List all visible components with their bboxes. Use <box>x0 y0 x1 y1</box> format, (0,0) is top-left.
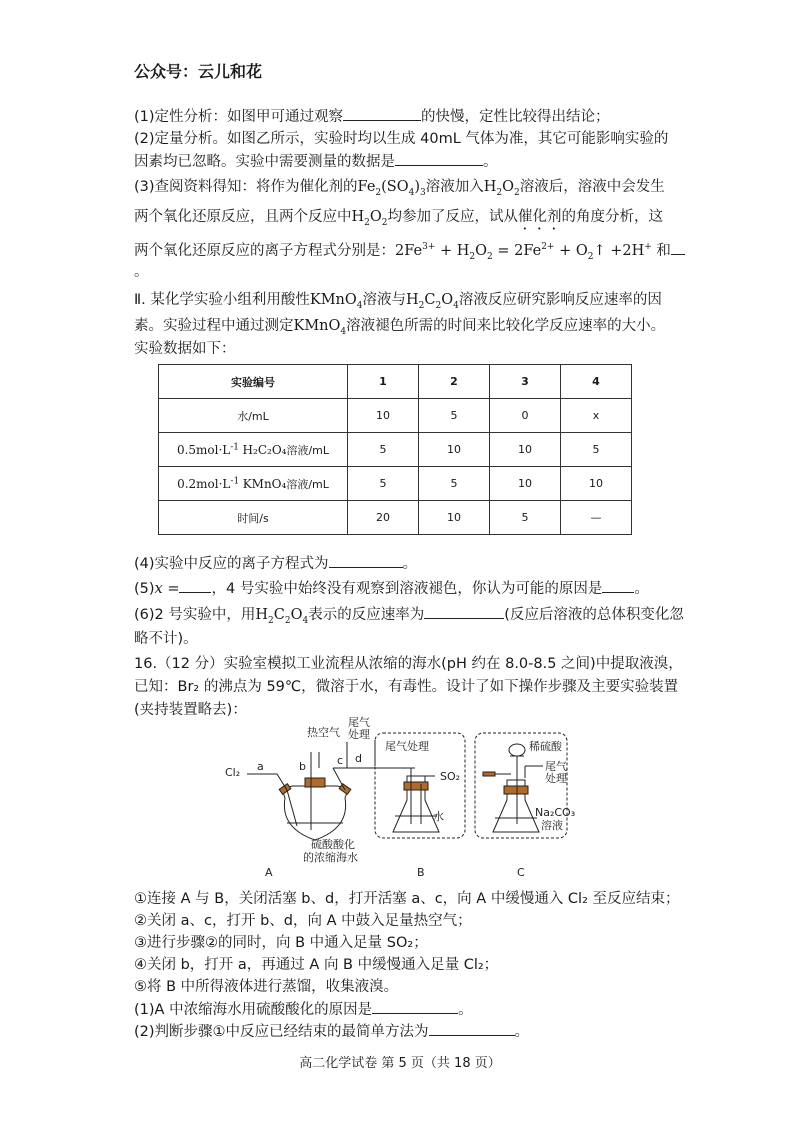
fig-treatment: 处理 <box>348 728 370 741</box>
text: 溶液与 <box>362 292 406 308</box>
table-header-row <box>159 365 632 399</box>
answer-blank[interactable] <box>424 604 504 619</box>
table-row <box>159 399 632 433</box>
part-2-line-c: 实验数据如下： <box>134 341 236 357</box>
text: Ⅱ. 某化学实验小组利用酸性 <box>134 292 310 308</box>
text: (6)2 号实验中，用 <box>134 607 256 623</box>
formula-h2o2: $H_2O_2$ <box>483 179 520 198</box>
label-part: 溶液/mL <box>286 477 329 491</box>
text: 。 <box>483 154 498 170</box>
text: 均参加了反应，试从 <box>387 209 519 225</box>
sub-question-2 <box>134 1021 529 1042</box>
table-cell: 20 <box>348 501 419 535</box>
equation: $2Fe^{3+} + H_2O_2 = 2Fe^{2+}$ + $O_2↑ +2H^+$ <box>395 242 652 262</box>
question-3-line <box>134 177 665 203</box>
formula-h2c2o4: $H_2C_2O_4$ <box>406 292 459 311</box>
table-row <box>159 433 632 467</box>
step-4: ④关闭 b，打开 a，再通过 A 向 B 中缓慢通入足量 Cl₂； <box>134 957 499 973</box>
row-label: 时间/s <box>159 501 348 535</box>
fig-treatment-c: 处理 <box>545 772 567 785</box>
text: 。 <box>514 1024 530 1040</box>
question-2-line-b <box>134 151 498 172</box>
answer-blank[interactable] <box>372 999 458 1014</box>
text: 溶液反应研究影响反应速率的因 <box>458 292 662 308</box>
fig-cl2: Cl₂ <box>225 766 241 779</box>
row-label: 水/mL <box>159 399 348 433</box>
page-footer: 高二化学试卷 第 5 页（共 18 页） <box>299 1056 501 1071</box>
table-row <box>159 467 632 501</box>
row-label: $0.5mol\cdot L^{-1}$ H₂C₂O₄溶液/mL <box>159 433 348 467</box>
step-2: ②关闭 a、c，打开 b、d，向 A 中鼓入足量热空气； <box>134 913 472 929</box>
text: 两个氧化还原反应的离子方程式分别是： <box>134 242 395 259</box>
table-cell: 10 <box>490 467 561 501</box>
text: 的快慢，定性比较得出结论； <box>421 109 610 125</box>
fig-tail-gas: 尾气 <box>348 716 370 729</box>
row-label: $0.2mol\cdot L^{-1}$ KMnO₄溶液/mL <box>159 467 348 501</box>
question-3-line-b <box>134 207 663 233</box>
answer-blank[interactable] <box>602 578 634 593</box>
text: 。 <box>402 556 418 572</box>
text: (1)定性分析：如图甲可通过观察 <box>134 109 344 125</box>
table-cell: 10 <box>490 433 561 467</box>
part-2-line-b <box>134 316 665 342</box>
table-cell: 5 <box>348 467 419 501</box>
question-16-line-c: (夹持装置略去)： <box>134 702 247 718</box>
fig-label-b: B <box>417 866 425 879</box>
experiment-table <box>158 364 632 535</box>
table-cell: 10 <box>419 433 490 467</box>
period: 。 <box>134 264 149 280</box>
step-5: ⑤将 B 中所得液体进行蒸馏，收集液溴。 <box>134 979 399 995</box>
answer-blank[interactable] <box>343 106 421 121</box>
text: 表示的反应速率为 <box>308 607 425 623</box>
question-2-line: (2)定量分析。如图乙所示，实验时均以生成 40mL 气体为准，其它可能影响实验的 <box>134 131 669 147</box>
table-cell: 0 <box>490 399 561 433</box>
apparatus-figure <box>225 716 625 879</box>
table-cell: 5 <box>348 433 419 467</box>
answer-blank[interactable] <box>671 240 685 255</box>
text: 溶液加入 <box>425 179 484 195</box>
page-header: 公众号：云儿和花 <box>134 62 263 81</box>
fig-label-c: C <box>517 866 525 879</box>
fig-valve-d: d <box>355 752 362 765</box>
emphasis-text: 催化剂 <box>518 209 562 225</box>
text: 。 <box>458 1002 473 1018</box>
answer-blank[interactable] <box>395 151 483 166</box>
text: 素。实验过程中通过测定 <box>134 318 294 334</box>
text: (4)实验中反应的离子方程式为 <box>134 556 329 572</box>
label-part: KMnO₄ <box>242 476 287 491</box>
text: (5) <box>134 581 155 597</box>
text: (1)A 中浓缩海水用硫酸酸化的原因是 <box>134 1002 373 1018</box>
fig-acidified-1: 硫酸酸化 <box>311 838 355 851</box>
table-header-cell: 4 <box>561 365 632 399</box>
fig-na2co3: Na₂CO₃ <box>535 806 576 819</box>
table-cell: 5 <box>561 433 632 467</box>
text: 的角度分析，这 <box>561 209 664 225</box>
text: 溶液褪色所需的时间来比较化学反应速率的大小。 <box>346 318 666 334</box>
fig-acidified-2: 的浓缩海水 <box>303 851 358 864</box>
fig-solution: 溶液 <box>541 819 563 832</box>
fig-valve-a: a <box>257 760 264 773</box>
text: ，4 号实验中始终没有观察到溶液褪色，你认为可能的原因是 <box>211 581 603 597</box>
text: (3)查阅资料得知：将作为催化剂的 <box>134 179 358 195</box>
variable-x: x = <box>154 581 180 597</box>
table-header-cell: 1 <box>348 365 419 399</box>
table-header-cell: 3 <box>490 365 561 399</box>
fig-so2: SO₂ <box>440 770 461 783</box>
answer-blank[interactable] <box>429 1021 515 1036</box>
label-part: 0.2mol·L <box>177 476 231 491</box>
formula-kmno4: KMnO$_4$ <box>309 292 363 311</box>
formula-h2o2: $H_2O_2$ <box>351 209 388 228</box>
fig-hot-air: 热空气 <box>307 726 340 739</box>
sub-question-1 <box>134 999 473 1020</box>
table-header-cell: 2 <box>419 365 490 399</box>
text: (2)判断步骤①中反应已经结束的最简单方法为 <box>134 1024 429 1040</box>
question-6-line-b: 略不计)。 <box>134 631 198 647</box>
step-1: ①连接 A 与 B，关闭活塞 b、d，打开活塞 a、c，向 A 中缓慢通入 Cl₂ 至反应结束； <box>134 891 680 907</box>
table-cell: 10 <box>348 399 419 433</box>
text: (反应后溶液的总体积变化忽 <box>504 607 684 623</box>
step-3: ③进行步骤②的同时，向 B 中通入足量 SO₂； <box>134 935 428 951</box>
table-cell: 5 <box>419 467 490 501</box>
text: 两个氧化还原反应，且两个反应中 <box>134 209 352 225</box>
question-16-line-b: 已知：Br₂ 的沸点为 59℃，微溶于水，有毒性。设计了如下操作步骤及主要实验装置 <box>134 679 679 695</box>
fig-tail-gas-c: 尾气 <box>545 760 567 773</box>
table-cell: x <box>561 399 632 433</box>
label-part: H₂C₂O₄ <box>242 442 287 457</box>
table-cell: — <box>561 501 632 535</box>
fig-valve-c: c <box>337 754 344 767</box>
fig-dilute-acid: 稀硫酸 <box>529 740 562 753</box>
answer-blank[interactable] <box>329 553 403 568</box>
part-2-line <box>134 290 662 316</box>
text: 和 <box>656 242 671 259</box>
question-16-line: 16.（12 分）实验室模拟工业流程从浓缩的海水(pH 约在 8.0-8.5 之间)中提取液溴， <box>134 656 683 672</box>
table-cell: 5 <box>490 501 561 535</box>
answer-blank[interactable] <box>179 578 211 593</box>
fig-tail-gas-treatment: 尾气处理 <box>385 740 429 753</box>
formula-kmno4: KMnO$_4$ <box>293 318 347 337</box>
stopper-icon <box>305 778 325 787</box>
question-5-line <box>134 578 649 599</box>
table-cell: 5 <box>419 399 490 433</box>
table-cell: 10 <box>419 501 490 535</box>
question-3-line-c <box>134 237 685 267</box>
fig-label-a: A <box>265 866 273 879</box>
table-row <box>159 501 632 535</box>
fig-valve-b: b <box>299 760 306 773</box>
formula-fe2so43: $Fe_2(SO_4)_3$ <box>357 179 426 198</box>
text: 溶液后，溶液中会发生 <box>519 179 665 195</box>
question-4-line <box>134 553 417 574</box>
label-part: 0.5mol·L <box>176 442 231 457</box>
fig-water: 水 <box>433 810 444 823</box>
label-part: 溶液/mL <box>286 443 330 457</box>
table-cell: 10 <box>561 467 632 501</box>
text: 因素均已忽略。实验中需要测量的数据是 <box>134 154 395 170</box>
formula-h2c2o4: $H_2C_2O_4$ <box>255 607 309 626</box>
table-header-cell: 实验编号 <box>159 365 348 399</box>
question-1-line <box>134 106 610 127</box>
text: 。 <box>634 581 649 597</box>
question-6-line <box>134 604 684 631</box>
